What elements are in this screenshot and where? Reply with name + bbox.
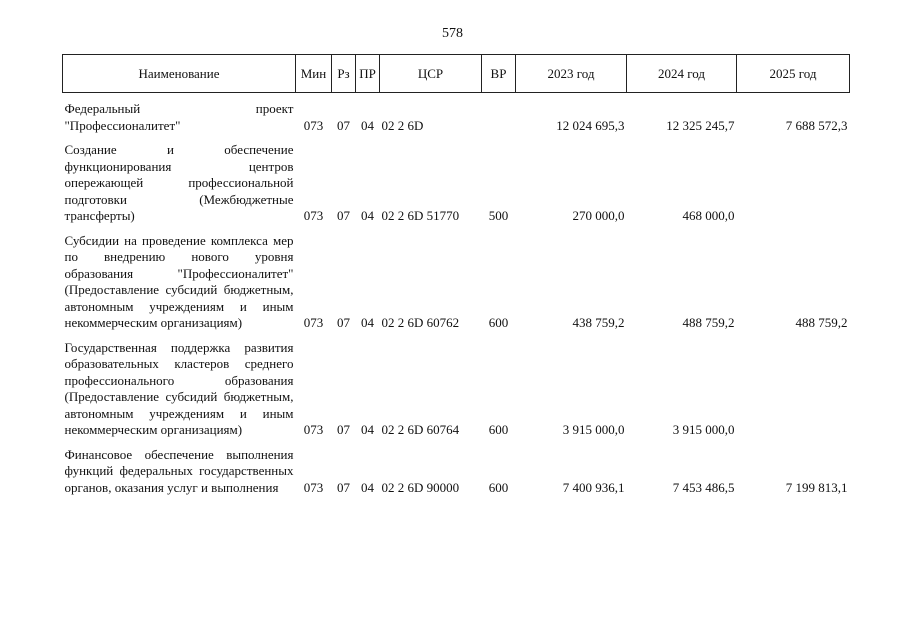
row-name: Создание и обеспечение функционирования центров опережающей профессиональной подготовки (Межбюджетные трансферты) [64,142,294,223]
table-row [63,142,850,233]
header-2024: 2024 год [627,55,737,93]
table-row [63,447,850,505]
row-name: Государственная поддержка развития образовательных кластеров среднего профессионального образования (Предоставление субсидий бюджетным, автономным учреждениям и иным некоммерческим организациям) [64,339,294,437]
row-2025 [737,340,850,447]
table-body [63,93,850,505]
row-vr: 600 [488,479,509,495]
row-2025: 488 759,2 [795,315,848,330]
row-2025 [737,142,850,233]
header-2023: 2023 год [516,55,627,93]
table-row [63,101,850,142]
row-pr: 04 [361,315,374,330]
row-rz: 07 [337,315,350,330]
table-spacer [63,93,850,102]
row-2023: 270 000,0 [572,208,625,223]
row-min: 073 [303,479,324,495]
header-min: Мин [296,55,332,93]
row-pr: 04 [361,422,374,437]
row-2025: 7 199 813,1 [785,479,848,495]
row-vr [482,101,516,142]
row-2023: 3 915 000,0 [562,422,625,437]
header-csr: ЦСР [380,55,482,93]
row-2024: 468 000,0 [682,208,735,223]
row-min: 073 [303,422,324,437]
row-2024: 3 915 000,0 [672,422,735,437]
row-rz: 07 [337,208,350,223]
table-row [63,340,850,447]
row-vr: 600 [488,422,509,437]
row-min: 073 [303,208,324,223]
row-pr: 04 [361,479,374,495]
row-csr: 02 2 6D [381,117,424,133]
row-vr: 600 [488,315,509,330]
table-header [63,55,850,93]
row-csr: 02 2 6D 60764 [381,422,460,437]
header-rz: Рз [332,55,356,93]
row-name: Финансовое обеспечение выполнения функций федеральных государственных органов, оказания услуг и выполнения [64,446,294,495]
row-rz: 07 [337,422,350,437]
row-2023: 438 759,2 [572,315,625,330]
budget-table [62,54,850,504]
row-pr: 04 [361,117,374,133]
table-row [63,233,850,340]
row-2023: 7 400 936,1 [562,479,625,495]
row-name: Субсидии на проведение комплекса мер по внедрению нового уровня образования "Профессионалитет" (Предоставление субсидий бюджетным, автономным учреждениям и иным некоммерческим организациям) [64,232,294,330]
row-pr: 04 [361,208,374,223]
header-vr: ВР [482,55,516,93]
header-pr: ПР [356,55,380,93]
header-2025: 2025 год [737,55,850,93]
row-min: 073 [303,117,324,133]
row-csr: 02 2 6D 90000 [381,479,460,495]
row-2024: 7 453 486,5 [672,479,735,495]
row-csr: 02 2 6D 51770 [381,208,460,223]
row-2023: 12 024 695,3 [556,117,625,133]
row-rz: 07 [337,479,350,495]
row-2025: 7 688 572,3 [785,117,848,133]
row-rz: 07 [337,117,350,133]
row-vr: 500 [488,208,509,223]
row-2024: 488 759,2 [682,315,735,330]
header-name: Наименование [63,55,296,93]
page-number: 578 [442,26,463,41]
row-csr: 02 2 6D 60762 [381,315,460,330]
row-name: Федеральный проект "Профессионалитет" [64,101,294,133]
row-2024: 12 325 245,7 [666,117,735,133]
row-min: 073 [303,315,324,330]
header-row [63,55,850,93]
